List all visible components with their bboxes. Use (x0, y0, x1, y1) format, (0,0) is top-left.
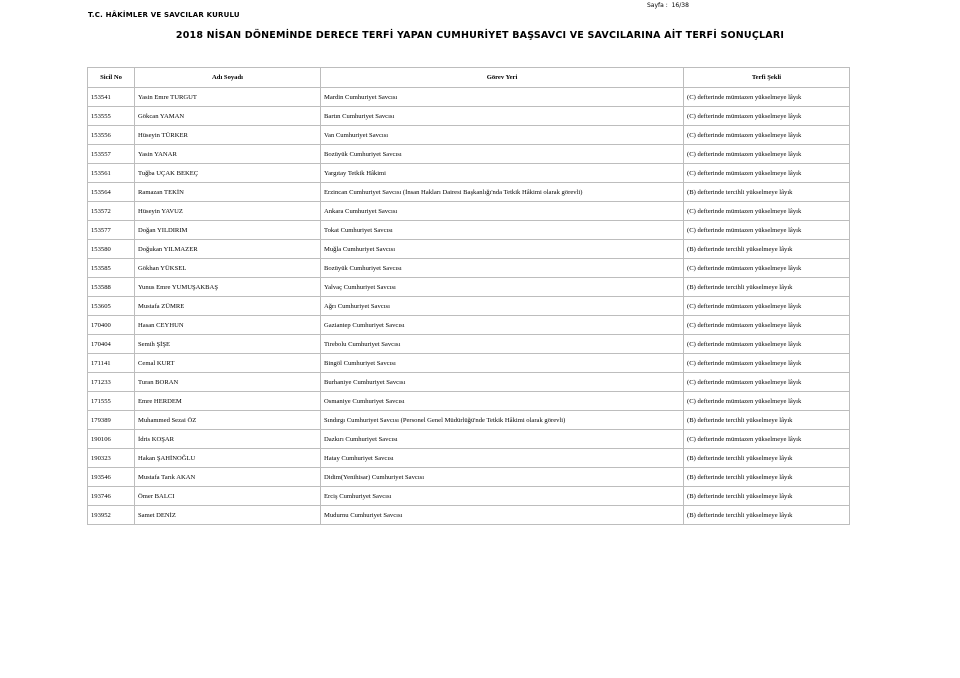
table-body (88, 88, 850, 525)
table-row (88, 449, 850, 468)
duty-location-cell: Ağrı Cumhuriyet Savcısı (321, 297, 684, 316)
name-cell: Muhammed Sezai ÖZ (135, 411, 321, 430)
promotion-type-cell: (C) defterinde mümtazen yükselmeye lâyık (684, 392, 850, 411)
name-cell: Yasin Emre TURGUT (135, 88, 321, 107)
table-row (88, 354, 850, 373)
sicil-no-cell: 171141 (88, 354, 135, 373)
duty-location-cell: Tirebolu Cumhuriyet Savcısı (321, 335, 684, 354)
table-row (88, 88, 850, 107)
table-row (88, 487, 850, 506)
name-cell: Hüseyin TÜRKER (135, 126, 321, 145)
sicil-no-cell: 179389 (88, 411, 135, 430)
sicil-no-cell: 170404 (88, 335, 135, 354)
name-cell: Tuğba UÇAK BEKEÇ (135, 164, 321, 183)
promotion-type-cell: (C) defterinde mümtazen yükselmeye lâyık (684, 202, 850, 221)
sicil-no-cell: 153557 (88, 145, 135, 164)
promotion-type-cell: (B) defterinde tercihli yükselmeye lâyık (684, 506, 850, 525)
name-cell: Hasan CEYHUN (135, 316, 321, 335)
name-cell: Semih ŞİŞE (135, 335, 321, 354)
name-cell: Samet DENİZ (135, 506, 321, 525)
sicil-no-cell: 190106 (88, 430, 135, 449)
name-cell: Turan BORAN (135, 373, 321, 392)
promotion-type-cell: (B) defterinde tercihli yükselmeye lâyık (684, 183, 850, 202)
duty-location-cell: Bozüyük Cumhuriyet Savcısı (321, 259, 684, 278)
promotion-type-cell: (C) defterinde mümtazen yükselmeye lâyık (684, 88, 850, 107)
duty-location-cell: Erzincan Cumhuriyet Savcısı (İnsan Hakları Dairesi Başkanlığı'nda Tetkik Hâkimi olarak görevli) (321, 183, 684, 202)
promotion-type-cell: (C) defterinde mümtazen yükselmeye lâyık (684, 297, 850, 316)
sicil-no-cell: 170400 (88, 316, 135, 335)
organization-name: T.C. HÂKİMLER VE SAVCILAR KURULU (88, 11, 240, 19)
table-row (88, 411, 850, 430)
duty-location-cell: Mudurnu Cumhuriyet Savcısı (321, 506, 684, 525)
duty-location-cell: Yargıtay Tetkik Hâkimi (321, 164, 684, 183)
duty-location-cell: Muğla Cumhuriyet Savcısı (321, 240, 684, 259)
duty-location-cell: Mardin Cumhuriyet Savcısı (321, 88, 684, 107)
promotion-type-cell: (C) defterinde mümtazen yükselmeye lâyık (684, 335, 850, 354)
duty-location-cell: Bingöl Cumhuriyet Savcısı (321, 354, 684, 373)
page-title: 2018 NİSAN DÖNEMİNDE DERECE TERFİ YAPAN CUMHURİYET BAŞSAVCI VE SAVCILARINA AİT TERFİ SONUÇLARI (175, 30, 785, 41)
sicil-no-cell: 153556 (88, 126, 135, 145)
table-header-row (88, 68, 850, 88)
promotion-type-cell: (C) defterinde mümtazen yükselmeye lâyık (684, 145, 850, 164)
name-cell: Mustafa Tarık AKAN (135, 468, 321, 487)
sicil-no-cell: 153561 (88, 164, 135, 183)
promotion-type-cell: (C) defterinde mümtazen yükselmeye lâyık (684, 259, 850, 278)
name-cell: İdris KOŞAR (135, 430, 321, 449)
sicil-no-cell: 193546 (88, 468, 135, 487)
sicil-no-cell: 153541 (88, 88, 135, 107)
duty-location-cell: Osmaniye Cumhuriyet Savcısı (321, 392, 684, 411)
table-row (88, 373, 850, 392)
duty-location-cell: Tokat Cumhuriyet Savcısı (321, 221, 684, 240)
page-number: 16/38 (671, 2, 689, 9)
duty-location-cell: Hatay Cumhuriyet Savcısı (321, 449, 684, 468)
promotion-type-cell: (C) defterinde mümtazen yükselmeye lâyık (684, 373, 850, 392)
promotion-type-cell: (B) defterinde tercihli yükselmeye lâyık (684, 240, 850, 259)
name-cell: Yunus Emre YUMUŞAKBAŞ (135, 278, 321, 297)
duty-location-cell: Erciş Cumhuriyet Savcısı (321, 487, 684, 506)
promotion-type-cell: (C) defterinde mümtazen yükselmeye lâyık (684, 164, 850, 183)
sicil-no-cell: 171233 (88, 373, 135, 392)
duty-location-cell: Sındırgı Cumhuriyet Savcısı (Personel Genel Müdürlüğü'nde Tetkik Hâkimi olarak görevli) (321, 411, 684, 430)
name-cell: Hakan ŞAHİNOĞLU (135, 449, 321, 468)
promotion-type-cell: (B) defterinde tercihli yükselmeye lâyık (684, 411, 850, 430)
table-row (88, 430, 850, 449)
duty-location-cell: Burhaniye Cumhuriyet Savcısı (321, 373, 684, 392)
sicil-no-cell: 153564 (88, 183, 135, 202)
promotion-type-cell: (C) defterinde mümtazen yükselmeye lâyık (684, 107, 850, 126)
name-cell: Ramazan TEKİN (135, 183, 321, 202)
table-row (88, 164, 850, 183)
sicil-no-cell: 153588 (88, 278, 135, 297)
column-header-gorev-yeri: Görev Yeri (321, 68, 684, 88)
page-indicator (647, 2, 689, 9)
name-cell: Doğukan YILMAZER (135, 240, 321, 259)
promotion-type-cell: (C) defterinde mümtazen yükselmeye lâyık (684, 316, 850, 335)
name-cell: Yasin YANAR (135, 145, 321, 164)
promotion-type-cell: (C) defterinde mümtazen yükselmeye lâyık (684, 430, 850, 449)
table-row (88, 126, 850, 145)
table-row (88, 107, 850, 126)
table-row (88, 297, 850, 316)
duty-location-cell: Didim(Yenihisar) Cumhuriyet Savcısı (321, 468, 684, 487)
table-row (88, 278, 850, 297)
table-row (88, 145, 850, 164)
name-cell: Ömer BALCI (135, 487, 321, 506)
sicil-no-cell: 190323 (88, 449, 135, 468)
table-row (88, 259, 850, 278)
promotion-type-cell: (C) defterinde mümtazen yükselmeye lâyık (684, 221, 850, 240)
column-header-sicil-no: Sicil No (88, 68, 135, 88)
sicil-no-cell: 153572 (88, 202, 135, 221)
sicil-no-cell: 171555 (88, 392, 135, 411)
column-header-adi-soyadi: Adı Soyadı (135, 68, 321, 88)
duty-location-cell: Gaziantep Cumhuriyet Savcısı (321, 316, 684, 335)
duty-location-cell: Van Cumhuriyet Savcısı (321, 126, 684, 145)
table-row (88, 183, 850, 202)
duty-location-cell: Dazkırı Cumhuriyet Savcısı (321, 430, 684, 449)
promotion-type-cell: (C) defterinde mümtazen yükselmeye lâyık (684, 126, 850, 145)
table-row (88, 335, 850, 354)
page-label: Sayfa : (647, 2, 668, 9)
duty-location-cell: Bartın Cumhuriyet Savcısı (321, 107, 684, 126)
name-cell: Mustafa ZÜMRE (135, 297, 321, 316)
sicil-no-cell: 193952 (88, 506, 135, 525)
name-cell: Gökcan YAMAN (135, 107, 321, 126)
promotion-type-cell: (B) defterinde tercihli yükselmeye lâyık (684, 468, 850, 487)
table-row (88, 221, 850, 240)
table-row (88, 506, 850, 525)
sicil-no-cell: 153555 (88, 107, 135, 126)
sicil-no-cell: 193746 (88, 487, 135, 506)
duty-location-cell: Ankara Cumhuriyet Savcısı (321, 202, 684, 221)
name-cell: Emre HERDEM (135, 392, 321, 411)
column-header-terfi-sekli: Terfi Şekli (684, 68, 850, 88)
table-row (88, 392, 850, 411)
sicil-no-cell: 153605 (88, 297, 135, 316)
table-row (88, 316, 850, 335)
duty-location-cell: Bozüyük Cumhuriyet Savcısı (321, 145, 684, 164)
sicil-no-cell: 153580 (88, 240, 135, 259)
promotion-type-cell: (C) defterinde mümtazen yükselmeye lâyık (684, 354, 850, 373)
table-row (88, 240, 850, 259)
name-cell: Hüseyin YAVUZ (135, 202, 321, 221)
sicil-no-cell: 153585 (88, 259, 135, 278)
table-row (88, 202, 850, 221)
promotion-type-cell: (B) defterinde tercihli yükselmeye lâyık (684, 487, 850, 506)
results-table (87, 67, 850, 525)
name-cell: Gökhan YÜKSEL (135, 259, 321, 278)
sicil-no-cell: 153577 (88, 221, 135, 240)
table-row (88, 468, 850, 487)
promotion-type-cell: (B) defterinde tercihli yükselmeye lâyık (684, 278, 850, 297)
duty-location-cell: Yalvaç Cumhuriyet Savcısı (321, 278, 684, 297)
name-cell: Doğan YILDIRIM (135, 221, 321, 240)
promotion-type-cell: (B) defterinde tercihli yükselmeye lâyık (684, 449, 850, 468)
name-cell: Cemal KURT (135, 354, 321, 373)
